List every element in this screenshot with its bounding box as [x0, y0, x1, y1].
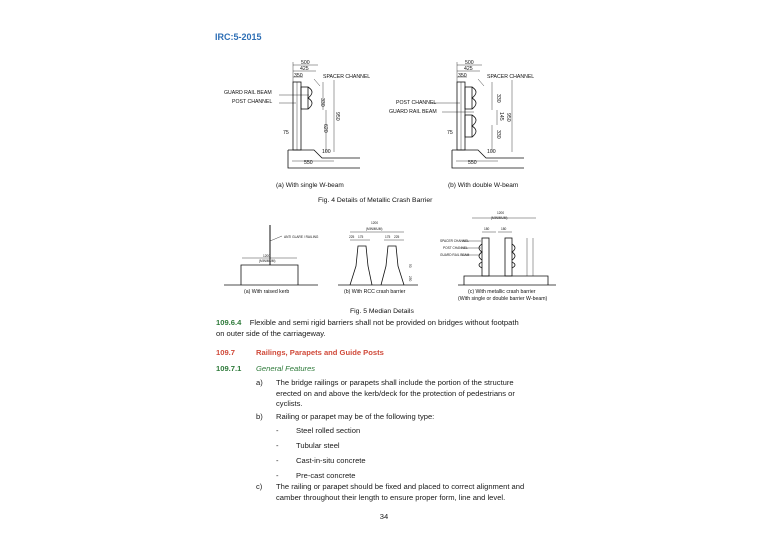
para-text-1: Flexible and semi rigid barriers shall not be provided on bridges without footpath: [249, 318, 519, 327]
w-beam-b2: [472, 115, 476, 137]
dim-75-b: 75: [447, 130, 453, 136]
document-header: IRC:5-2015: [215, 32, 262, 42]
dim-425-b: 425: [464, 66, 473, 72]
dim-min-b: (MINIMUM): [366, 227, 383, 231]
dim-1200-b: 1200: [371, 221, 379, 225]
para-109-6-4: [216, 318, 556, 339]
sub-item-1-text: Steel rolled section: [296, 426, 361, 435]
w-beam-a: [308, 87, 312, 109]
dim-sub-b1: 250: [408, 276, 412, 282]
rcc-barrier-left: [350, 246, 372, 285]
dim-350-b: 350: [458, 73, 467, 79]
dash-3: -: [276, 456, 279, 465]
caption-fig5c-2: (With single or double barrier W-beam): [458, 296, 548, 302]
item-c-line-1: The railing or parapet should be fixed and placed to correct alignment and: [276, 482, 525, 491]
section-num: 109.7: [216, 348, 236, 357]
spacer-b1: [465, 87, 472, 109]
label-anti-glare: ANTI GLARE / RAILING: [284, 235, 319, 239]
section-109-7-1-title-wrap: [256, 364, 315, 375]
sub-item-4-text: Pre-cast concrete: [296, 471, 356, 480]
item-a-label: a): [256, 378, 263, 387]
rcc-barrier-right: [381, 246, 404, 285]
dim-small-b3: 175: [385, 235, 391, 239]
dim-550-a: 550: [304, 160, 313, 166]
dim-1200-c: 1200: [497, 211, 505, 215]
dim-small-b4: 225: [394, 235, 400, 239]
label-spacer-channel-a: SPACER CHANNEL: [323, 74, 371, 80]
item-a-line-2: erected on and above the kerb/deck for the protection of pedestrians or: [276, 388, 515, 398]
dash-1: -: [276, 426, 279, 435]
dim-950-a: 950: [334, 112, 340, 121]
dim-small-c2: 180: [501, 227, 507, 231]
dim-550-b: 550: [468, 160, 477, 166]
dim-950-b: 950: [505, 113, 511, 122]
caption-fig4a: (a) With single W-beam: [276, 182, 344, 189]
dim-1200-a: 1200: [263, 254, 271, 258]
kerb-c: [464, 276, 548, 285]
item-a-line-3: cyclists.: [276, 399, 303, 409]
para-num: 109.6.4: [216, 318, 242, 327]
dim-425-a: 425: [300, 66, 309, 72]
section-109-7-1: [216, 364, 241, 375]
dim-100-b: 100: [487, 149, 496, 155]
fig5-title: Fig. 5 Median Details: [350, 308, 414, 315]
w-beam-b1: [472, 87, 476, 109]
label-spacer-channel-b: SPACER CHANNEL: [487, 74, 535, 80]
item-b-line: Railing or parapet may be of the following type:: [276, 412, 435, 421]
dim-small-c1: 180: [484, 227, 490, 231]
label-post-channel-a: POST CHANNEL: [232, 99, 273, 105]
dim-500-a: 500: [301, 60, 310, 66]
subsection-title: General Features: [256, 364, 316, 373]
sub-item-3-text: Cast-in-situ concrete: [296, 456, 366, 465]
item-c-line-2: camber throughout their length to ensure proper form, line and level.: [276, 492, 506, 502]
dim-330-b2: 330: [495, 130, 501, 139]
dim-small-b2: 175: [358, 235, 364, 239]
subsection-num: 109.7.1: [216, 364, 242, 373]
label-post-channel-b: POST CHANNEL: [396, 100, 437, 106]
label-spacer-c: SPACER CHANNEL: [440, 239, 469, 243]
dim-min-a: (MINIMUM): [259, 259, 276, 263]
page-number: 34: [379, 512, 389, 521]
label-guard-rail-a: GUARD RAIL BEAM: [224, 90, 272, 96]
label-guard-c: GUARD RAIL BEAM: [440, 253, 470, 257]
dim-145-b: 145: [498, 112, 504, 121]
post-c-left: [482, 238, 489, 276]
dim-350-a: 350: [294, 73, 303, 79]
caption-fig4b: (b) With double W-beam: [448, 182, 519, 189]
dim-min-c: (MINIMUM): [491, 216, 508, 220]
post-c-right: [505, 238, 512, 276]
section-109-7: [216, 348, 235, 359]
dim-75-a: 75: [283, 130, 289, 136]
item-c-label: c): [256, 482, 263, 491]
spacer-a: [301, 87, 308, 109]
dim-330-b1: 330: [495, 94, 501, 103]
sub-item-2-text: Tubular steel: [296, 441, 340, 450]
dim-330-a: 330: [319, 98, 325, 107]
caption-fig5c-1: (c) With metallic crash barrier: [468, 289, 536, 295]
raised-kerb: [241, 265, 298, 285]
caption-fig5b: (b) With RCC crash barrier: [344, 289, 406, 295]
dim-500-b: 500: [465, 60, 474, 66]
para-text-2: on outer side of the carriageway.: [216, 328, 326, 338]
label-guard-rail-b: GUARD RAIL BEAM: [389, 109, 437, 115]
dim-620-a: 620: [322, 124, 328, 133]
label-post-c: POST CHANNEL: [443, 246, 468, 250]
item-a-line-1: The bridge railings or parapets shall include the portion of the structure: [276, 378, 514, 387]
fig4-title: Fig. 4 Details of Metallic Crash Barrier: [318, 197, 433, 204]
item-b-label: b): [256, 412, 263, 421]
dash-4: -: [276, 471, 279, 480]
spacer-b2: [465, 115, 472, 137]
caption-fig5a: (a) With raised kerb: [244, 289, 290, 295]
dim-small-b1: 225: [349, 235, 355, 239]
dim-100-a: 100: [322, 149, 331, 155]
dash-2: -: [276, 441, 279, 450]
section-109-7-title-wrap: [256, 348, 384, 359]
section-title: Railings, Parapets and Guide Posts: [256, 348, 384, 357]
dim-sub-b2: 50: [408, 264, 412, 268]
